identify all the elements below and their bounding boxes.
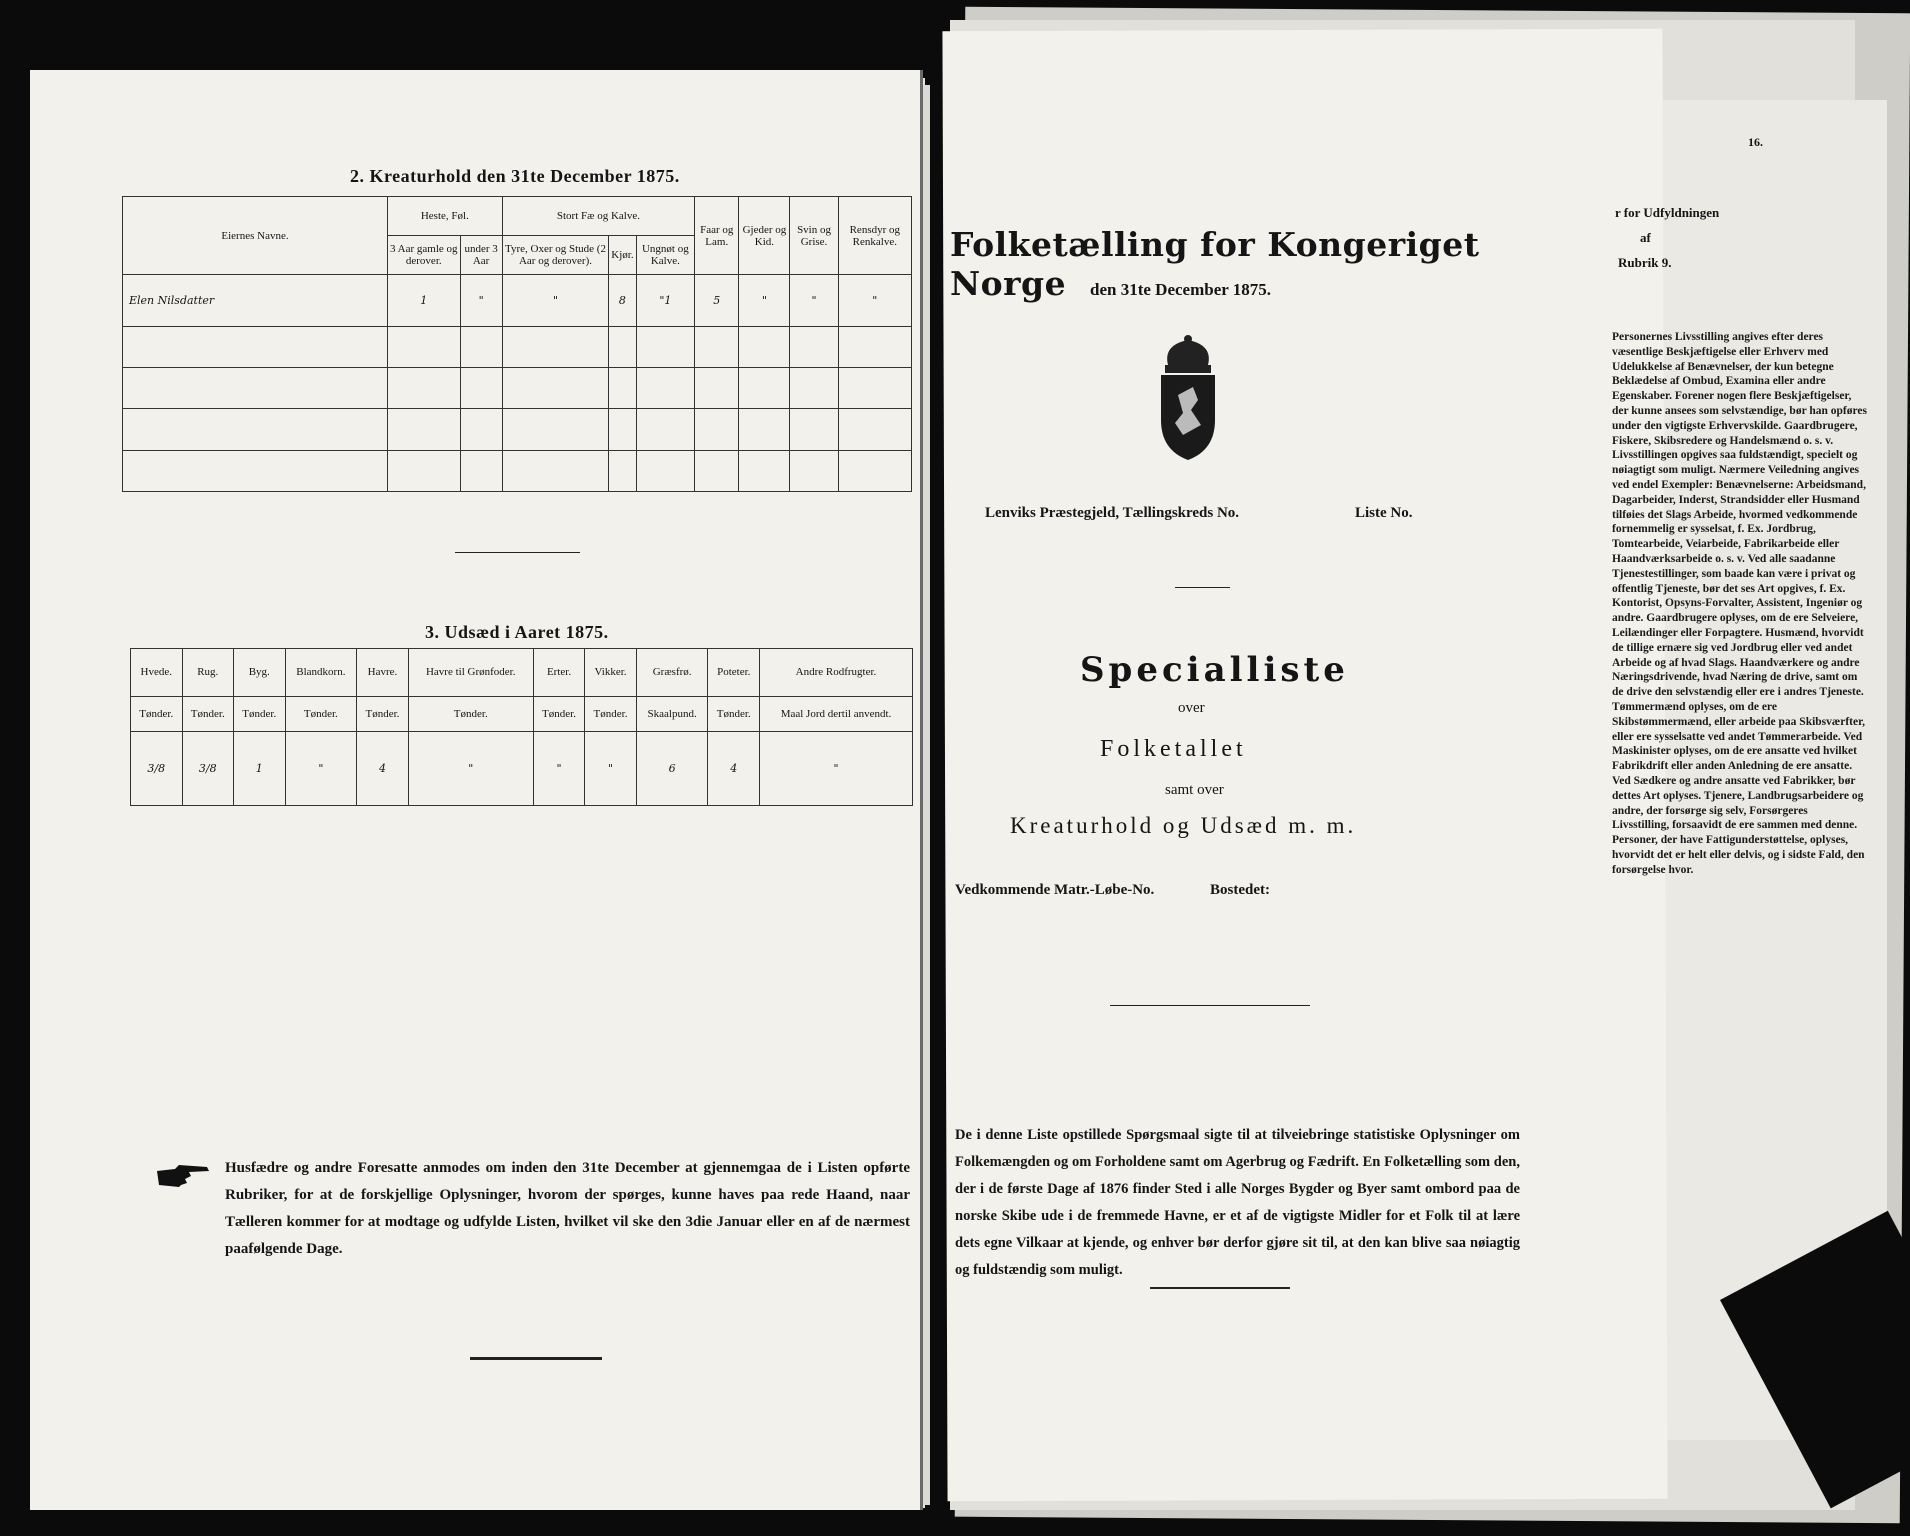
pigs-cell: " bbox=[790, 275, 838, 327]
table-row bbox=[123, 275, 912, 327]
folketallet-heading: Folketallet bbox=[1100, 736, 1247, 762]
separator-rule bbox=[470, 1357, 602, 1360]
goats-cell: " bbox=[739, 275, 790, 327]
separator-rule bbox=[1175, 587, 1230, 588]
seed-value-cell: 1 bbox=[234, 732, 286, 806]
col-cattle-header: Stort Fæ og Kalve. bbox=[502, 197, 694, 236]
fold-header-3: Rubrik 9. bbox=[1618, 255, 1672, 270]
col-young-cattle-header: Ungnøt og Kalve. bbox=[636, 236, 695, 275]
livestock-table bbox=[122, 196, 912, 492]
fold-header-2: af bbox=[1640, 230, 1651, 245]
bulls-cell: " bbox=[502, 275, 609, 327]
over-label: over bbox=[1178, 700, 1205, 716]
seed-table bbox=[130, 648, 913, 806]
list-number-label: Liste No. bbox=[1355, 505, 1413, 521]
col-horses-young-header: under 3 Aar bbox=[460, 236, 502, 275]
horses-young-cell: " bbox=[460, 275, 502, 327]
specialliste-heading: Specialliste bbox=[1080, 650, 1349, 690]
right-notice: De i denne Liste opstillede Spørgsmaal sigte til at tilveiebringe statistiske Oplysninger om Folkemængden og om Forholdene samt om Agerbrug og Fædrift. En Folketælling som den, der i de første Dage af 1876 finder Sted i alle Norges Bygder og Byer samt ombord paa de norske Skibe ude i de fremmede Havne, er et af de vigtigste Midler for et Folk til at lære dets egne Vilkaar at kjende, og enhver bør derfor gjøre sit til, at den kan blive saa nøiagtig og fuldstændig som muligt. bbox=[955, 1127, 1520, 1278]
seed-column-header: Andre Rodfrugter. bbox=[759, 649, 912, 697]
census-date: den 31te December 1875. bbox=[1090, 280, 1271, 299]
seed-column-header: Poteter. bbox=[708, 649, 760, 697]
cows-cell: 8 bbox=[609, 275, 636, 327]
seed-value-cell: 3/8 bbox=[182, 732, 234, 806]
seed-column-header: Havre. bbox=[357, 649, 409, 697]
seed-unit-label: Tønder. bbox=[357, 696, 409, 732]
seed-column-header: Hvede. bbox=[131, 649, 183, 697]
horses-old-cell: 1 bbox=[388, 275, 461, 327]
seed-column-header: Vikker. bbox=[585, 649, 637, 697]
table-row bbox=[123, 368, 912, 409]
col-owner-header: Eiernes Navne. bbox=[123, 197, 388, 275]
seed-unit-label: Tønder. bbox=[285, 696, 357, 732]
col-cows-header: Kjør. bbox=[609, 236, 636, 275]
seed-value-cell: 3/8 bbox=[131, 732, 183, 806]
sheep-cell: 5 bbox=[695, 275, 739, 327]
fold-header-1: r for Udfyldningen bbox=[1615, 205, 1720, 220]
col-bulls-header: Tyre, Oxer og Stude (2 Aar og derover). bbox=[502, 236, 609, 275]
seed-column-header: Erter. bbox=[533, 649, 585, 697]
seed-unit-label: Tønder. bbox=[408, 696, 533, 732]
seed-column-header: Rug. bbox=[182, 649, 234, 697]
reindeer-cell: " bbox=[838, 275, 911, 327]
seed-column-header: Græsfrø. bbox=[636, 649, 708, 697]
col-goats-header: Gjeder og Kid. bbox=[739, 197, 790, 275]
col-reindeer-header: Rensdyr og Renkalve. bbox=[838, 197, 911, 275]
seed-unit-label: Maal Jord dertil anvendt. bbox=[759, 696, 912, 732]
owner-name-cell: Elen Nilsdatter bbox=[123, 275, 388, 327]
seed-column-header: Byg. bbox=[234, 649, 286, 697]
page-number: 16. bbox=[1748, 135, 1763, 149]
table-row bbox=[131, 732, 913, 806]
seed-value-cell: " bbox=[285, 732, 357, 806]
seed-unit-label: Tønder. bbox=[131, 696, 183, 732]
parish-line: Lenviks Præstegjeld, Tællingskreds No. bbox=[985, 505, 1240, 521]
separator-rule bbox=[455, 552, 580, 553]
seed-value-cell: 4 bbox=[708, 732, 760, 806]
col-horses-header: Heste, Føl. bbox=[388, 197, 503, 236]
section3-title: 3. Udsæd i Aaret 1875. bbox=[425, 622, 609, 642]
seed-unit-label: Tønder. bbox=[708, 696, 760, 732]
norway-coat-of-arms-icon bbox=[1153, 335, 1223, 463]
young-cattle-cell: "1 bbox=[636, 275, 695, 327]
matr-label: Vedkommende Matr.-Løbe-No. bbox=[955, 882, 1155, 898]
seed-unit-label: Tønder. bbox=[585, 696, 637, 732]
census-title: Folketælling for Kongeriget Norge bbox=[950, 225, 1480, 303]
seed-value-cell: " bbox=[533, 732, 585, 806]
separator-rule bbox=[1110, 1005, 1310, 1006]
seed-column-header: Blandkorn. bbox=[285, 649, 357, 697]
table-row bbox=[123, 326, 912, 367]
table-row bbox=[123, 450, 912, 491]
seed-unit-label: Tønder. bbox=[533, 696, 585, 732]
col-horses-old-header: 3 Aar gamle og derover. bbox=[388, 236, 461, 275]
seed-unit-label: Tønder. bbox=[234, 696, 286, 732]
col-pigs-header: Svin og Grise. bbox=[790, 197, 838, 275]
section2-title: 2. Kreaturhold den 31te December 1875. bbox=[350, 166, 680, 186]
seed-value-cell: " bbox=[408, 732, 533, 806]
seed-value-cell: 4 bbox=[357, 732, 409, 806]
table-row bbox=[123, 409, 912, 450]
bostedet-label: Bostedet: bbox=[1210, 882, 1270, 898]
seed-value-cell: " bbox=[759, 732, 912, 806]
samt-over-label: samt over bbox=[1165, 782, 1224, 798]
kreaturhold-heading: Kreaturhold og Udsæd m. m. bbox=[1010, 813, 1357, 838]
seed-column-header: Havre til Grønfoder. bbox=[408, 649, 533, 697]
pointing-hand-icon bbox=[155, 1163, 211, 1189]
left-notice: Husfædre og andre Foresatte anmodes om inden den 31te December at gjennemgaa de i Listen opførte Rubriker, for at de forskjellige Oplysninger, hvorom der spørges, kunne haves paa rede Haand, naar Tælleren kommer for at modtage og udfylde Listen, hvilket vil ske den 3die Januar eller en af de nærmest paafølgende Dage. bbox=[225, 1160, 910, 1257]
seed-unit-label: Tønder. bbox=[182, 696, 234, 732]
col-sheep-header: Faar og Lam. bbox=[695, 197, 739, 275]
seed-value-cell: 6 bbox=[636, 732, 708, 806]
seed-unit-label: Skaalpund. bbox=[636, 696, 708, 732]
fold-instructions: Personernes Livsstilling angives efter deres væsentlige Beskjæftigelse eller Erhverv med Udelukkelse af Benævnelser, der kun betegne Beklædelse af Ombud, Examina eller andre Egenskaber. Forener nogen flere Beskjæftigelser, der kunne ansees som selvstændige, bør han opføres under den vigtigste Erhvervskilde. Gaardbrugere, Fiskere, Skibsredere og Handelsmænd o. s. v. Livsstillingen opgives saa fuldstændigt, specielt og nøiagtigt som muligt. Nærmere Veiledning angives ved endel Exempler: Benævnelserne: Arbeidsmand, Dagarbeider, Inderst, Strandsidder eller Husmand tilføies det Slags Arbeide, hvormed vedkommende fornemmelig er sysselsat, f. Ex. Jordbrug, Tomtearbeide, Veiarbeide, Fabrikarbeide eller Haandværksarbeide o. s. v. Ved alle saadanne Tjenestestillinger, som baade kan være i privat og offentlig Tjeneste, bør det ses Art opgives, f. Ex. Kontorist, Opsyns-Forvalter, Assistent, Ingeniør og andre. Gaardbrugere oplyses, om de ere Selveiere, Leilændinger eller Forpagtere. Husmænd, hvorvidt de tillige ernære sig ved Jordbrug eller ved andet Arbeide og af hvad Slags. Haandværkere og andre Næringsdrivende, hvad Næring de drive, samt om de drive den selvstændig eller ere i andres Tjeneste. Tømmermænd oplyses, om de ere Skibstømmermænd, eller arbeide paa Skibsværfter, eller ere sysselsatte ved andet Tømmerarbeide. Ved Maskinister oplyses, om de ere ansatte ved hvilket Fabrikdrift eller anden Anledning de ere ansatte. Ved Sædkere og andre ansatte ved Fabrikker, bør dettes Art oplyses. Tjenere, Landbrugsarbeidere og andre, der forsørge sig selv, Forsørgeres Livsstilling, forsaavidt de ere sammen med denne. Personer, der have Fattigunderstøttelse, oplyses, hvorvidt det er helt eller delvis, og i sidste Fald, den forsørgelse hvor. bbox=[1612, 331, 1867, 876]
separator-rule bbox=[1150, 1287, 1290, 1289]
seed-value-cell: " bbox=[585, 732, 637, 806]
